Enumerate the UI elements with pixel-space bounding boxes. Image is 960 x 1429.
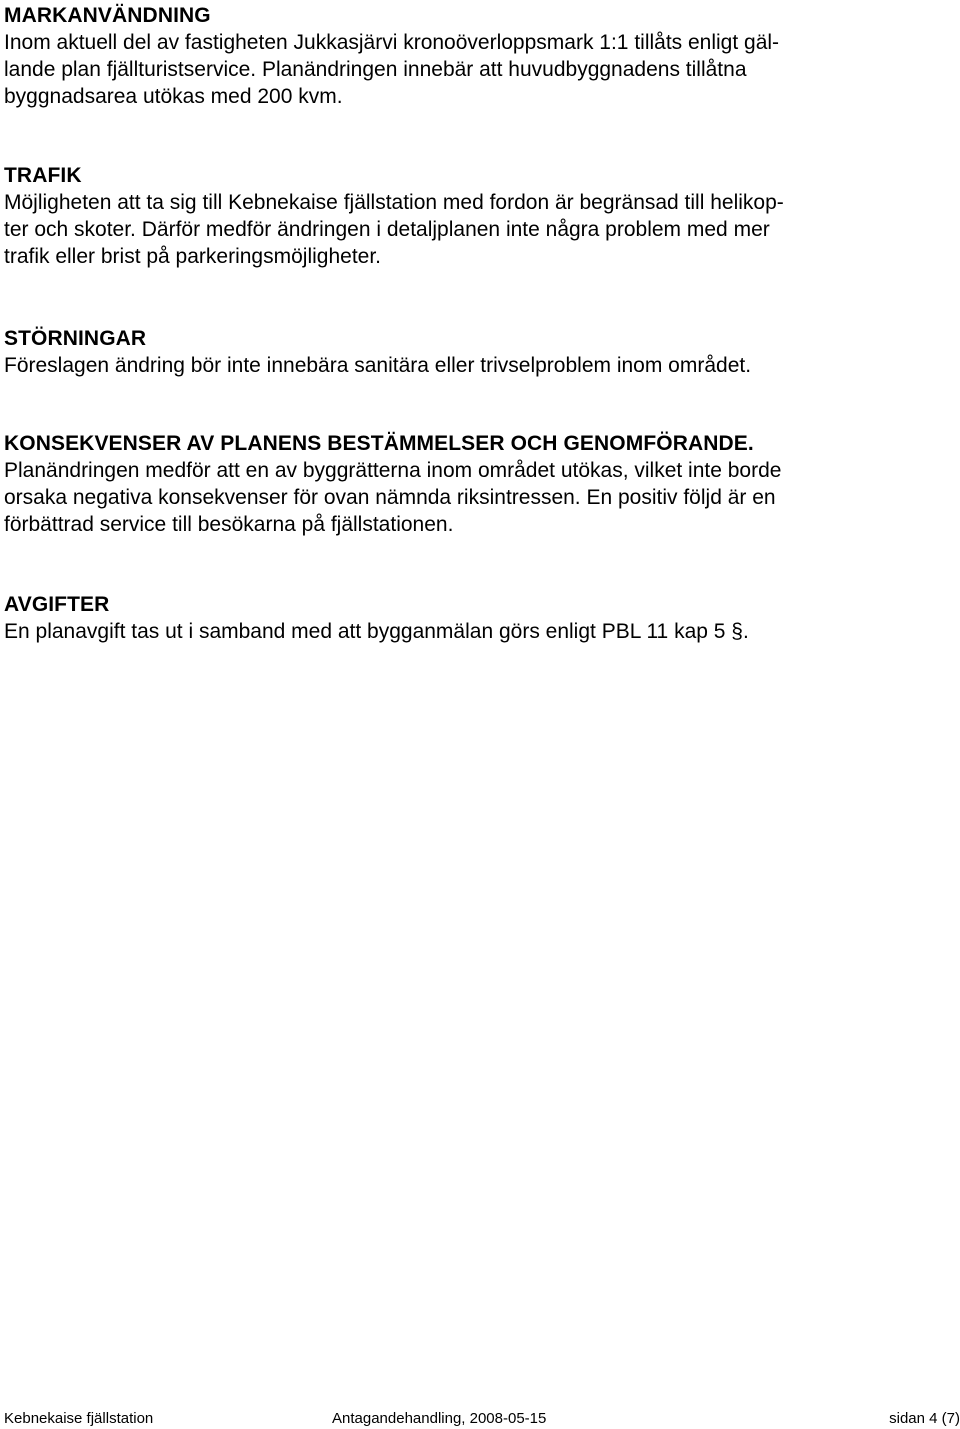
- paragraph-line: En planavgift tas ut i samband med att bygganmälan görs enligt PBL 11 kap 5 §.: [4, 620, 749, 643]
- paragraph-line: ter och skoter. Därför medför ändringen i detaljplanen inte några problem med mer: [4, 218, 770, 241]
- section-heading: STÖRNINGAR: [4, 327, 147, 350]
- footer-document-title: Kebnekaise fjällstation: [4, 1410, 154, 1427]
- page-footer: [4, 1410, 960, 1428]
- paragraph-line: Föreslagen ändring bör inte innebära sanitära eller trivselproblem inom området.: [4, 354, 752, 377]
- footer-document-status: Antagandehandling, 2008-05-15: [332, 1410, 547, 1427]
- paragraph-line: Inom aktuell del av fastigheten Jukkasjärvi kronoöverloppsmark 1:1 tillåts enligt gäl-: [4, 31, 780, 54]
- paragraph-line: förbättrad service till besökarna på fjällstationen.: [4, 513, 454, 536]
- paragraph-line: Planändringen medför att en av byggrätterna inom området utökas, vilket inte borde: [4, 459, 782, 482]
- section-heading: MARKANVÄNDNING: [4, 4, 211, 27]
- section-trafik: [4, 162, 956, 270]
- section-heading: KONSEKVENSER AV PLANENS BESTÄMMELSER OCH GENOMFÖRANDE.: [4, 432, 754, 455]
- section-markanvandning: [4, 2, 956, 110]
- section-heading: TRAFIK: [4, 164, 82, 187]
- paragraph-line: orsaka negativa konsekvenser för ovan nämnda riksintressen. En positiv följd är en: [4, 486, 776, 509]
- paragraph-line: trafik eller brist på parkeringsmöjligheter.: [4, 245, 381, 268]
- section-heading: AVGIFTER: [4, 593, 110, 616]
- paragraph-line: byggnadsarea utökas med 200 kvm.: [4, 85, 343, 108]
- section-konsekvenser: [4, 430, 956, 538]
- footer-page-number: sidan 4 (7): [889, 1410, 960, 1427]
- section-avgifter: [4, 591, 956, 645]
- paragraph-line: Möjligheten att ta sig till Kebnekaise fjällstation med fordon är begränsad till helikop-: [4, 191, 784, 214]
- paragraph-line: lande plan fjällturistservice. Planändringen innebär att huvudbyggnadens tillåtna: [4, 58, 747, 81]
- section-storningar: [4, 325, 956, 379]
